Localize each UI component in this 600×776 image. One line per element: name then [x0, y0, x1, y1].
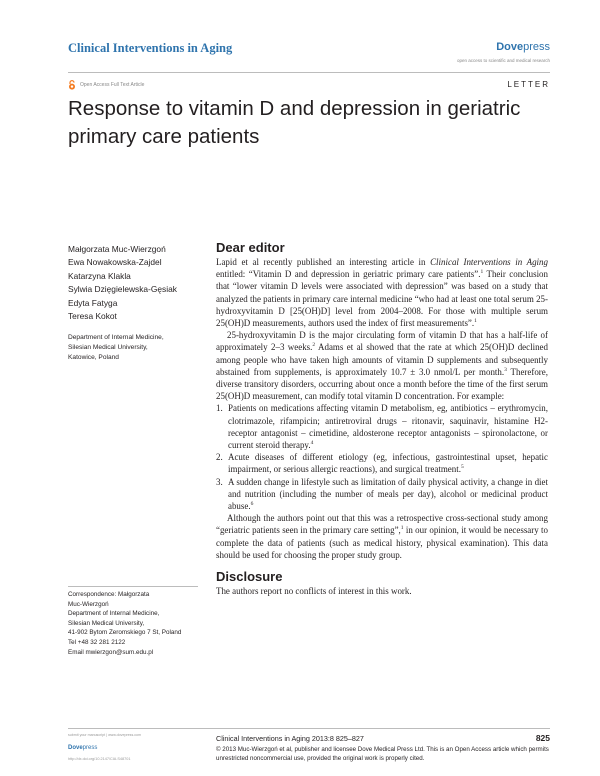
author: Małgorzata Muc-Wierzgoń: [68, 244, 166, 254]
footer-logo-light: press: [82, 745, 98, 751]
open-access-badge: [68, 80, 144, 90]
correspondence-line: Tel +48 32 281 2122: [68, 638, 126, 646]
affiliation: [68, 333, 164, 362]
page-number: 825: [535, 733, 550, 743]
submit-manuscript-link[interactable]: submit your manuscript | www.dovepress.com: [68, 733, 142, 737]
affiliation-line: Silesian Medical University,: [68, 343, 148, 351]
correspondence-line: Correspondence: Małgorzata: [68, 591, 150, 598]
reference-link[interactable]: 5: [460, 464, 464, 471]
copyright-notice: © 2013 Muc-Wierzgoń et al, publisher and licensee Dove Medical Press Ltd. This is an Open Access article which permits unrestricted noncommercial use, provided the original work is properly cited.: [216, 746, 549, 763]
author: Katarzyna Klakla: [68, 270, 131, 281]
publisher-logo: [496, 41, 550, 53]
correspondence-email[interactable]: Email mwierzgon@sum.edu.pl: [68, 648, 154, 656]
list-number: 1.: [216, 403, 223, 414]
journal-citation: Clinical Interventions in Aging 2013:8 825–827: [216, 734, 364, 743]
disclosure-heading: Disclosure: [216, 569, 283, 585]
reference-link[interactable]: 3: [504, 366, 507, 373]
open-access-label: Open Access Full Text Article: [80, 82, 145, 88]
list-number: 3.: [216, 476, 223, 487]
disclosure-text: The authors report no conflicts of interest in this work.: [216, 586, 412, 597]
footer-divider: [68, 728, 550, 729]
reference-link[interactable]: 1: [480, 269, 484, 276]
correspondence-block: [68, 590, 181, 657]
correspondence-line: Department of Internal Medicine,: [68, 610, 160, 618]
list-number: 2.: [216, 452, 223, 463]
journal-title[interactable]: Clinical Interventions in Aging: [68, 41, 233, 55]
example-list: [216, 402, 548, 512]
reference-link[interactable]: 6: [250, 501, 254, 508]
reference-link[interactable]: 1: [400, 525, 404, 532]
list-item: 2. Acute diseases of different etiology (eg, infectious, gastrointestinal upset, hepatic impairment, or serious allergic reactions), and surgical treatment.$^5$: [216, 452, 548, 475]
footer-publisher-logo: [68, 745, 97, 751]
paragraph-2: 25-hydroxyvitamin D is the major circulating form of vitamin D that has a half-life of approximately 2–3 weeks.$^2$ Adams et al showed that the rate at which 25(OH)D declined among people who have taken high amounts of vitamin D supplements and subsequently abstained from supplements, is approximately 10.7 ± 3.0 nmol/L per month.$^3$ Therefore, diverse transitory disorders, occurring about once a month before the time of the first serum 25(OH)D measurement, can modify total vitamin D concentration. For example:: [216, 330, 548, 402]
author: Edyta Fatyga: [68, 297, 118, 308]
paragraph-3: Although the authors point out that this was a retrospective cross-sectional study among “geriatric patients seen in the primary care setting”,$^1$ in our opinion, it would be necessary to complete the data of patients (such as medical history, physical examination). This data should be used for choosing the proper study group.: [216, 513, 548, 560]
publisher-logo-bold: Dove: [496, 41, 524, 53]
list-item: 1. Patients on medications affecting vitamin D metabolism, eg, antibiotics – erythromycin, clotrimazole, rifampicin; antiretroviral drugs – ritonavir, saquinavir, histamine H2-receptor antagonist – cimetidine, aldosterone receptor antagonists – spironolactone, or current steroid therapy.$^4$: [216, 403, 548, 451]
salutation-heading: Dear editor: [216, 240, 285, 255]
paragraph-1: Lapid et al recently published an interesting article in Clinical Interventions in Aging entitled: “Vitamin D and depression in geriatric primary care patients”.$^1$ Their conclusion that “lower vitamin D levels were associated with depression” was based on a study that analyzed the patients in primary care internal medicine “who had at least one total serum 25-hydroxyvitamin D [25(OH)D] level from 2004–2008. For those with multiple serum 25(OH)D measurements, authors used the index of first measurements”.$^1$: [216, 257, 548, 329]
footer-logo-bold: Dove: [68, 745, 83, 751]
header-divider: [68, 72, 550, 73]
correspondence-divider: [68, 586, 198, 587]
correspondence-line: Muc-Wierzgoń: [68, 600, 109, 608]
correspondence-line: Silesian Medical University,: [68, 619, 145, 627]
affiliation-line: Department of Internal Medicine,: [68, 334, 164, 341]
reference-link[interactable]: 4: [310, 440, 314, 447]
reference-link[interactable]: 1: [474, 318, 477, 325]
article-title: Response to vitamin D and depression in geriatric primary care patients: [68, 97, 521, 148]
author: Ewa Nowakowska-Zajdel: [68, 257, 162, 268]
cited-journal: Clinical Interventions in Aging: [430, 257, 548, 267]
correspondence-line: 41-902 Bytom Zeromskiego 7 St, Poland: [68, 629, 182, 637]
publisher-tagline: open access to scientific and medical research: [456, 58, 550, 63]
publisher-logo-light: press: [523, 41, 550, 53]
list-item: 3. A sudden change in lifestyle such as limitation of daily physical activity, a change in diet and nutrition (including the number of meals per day), alcohol or medicinal product abuse.$^6$: [216, 476, 548, 512]
article-body: [216, 239, 548, 597]
author-list: [68, 243, 177, 323]
author: Sylwia Dzięgielewska-Gęsiak: [68, 284, 177, 295]
reference-link[interactable]: 2: [312, 342, 316, 349]
doi-link[interactable]: http://dx.doi.org/10.2147/CIA.S48701: [68, 757, 131, 761]
author: Teresa Kokot: [68, 311, 117, 322]
open-access-lock-icon: [68, 80, 76, 90]
affiliation-line: Katowice, Poland: [68, 353, 119, 361]
document-type: LETTER: [507, 80, 550, 89]
